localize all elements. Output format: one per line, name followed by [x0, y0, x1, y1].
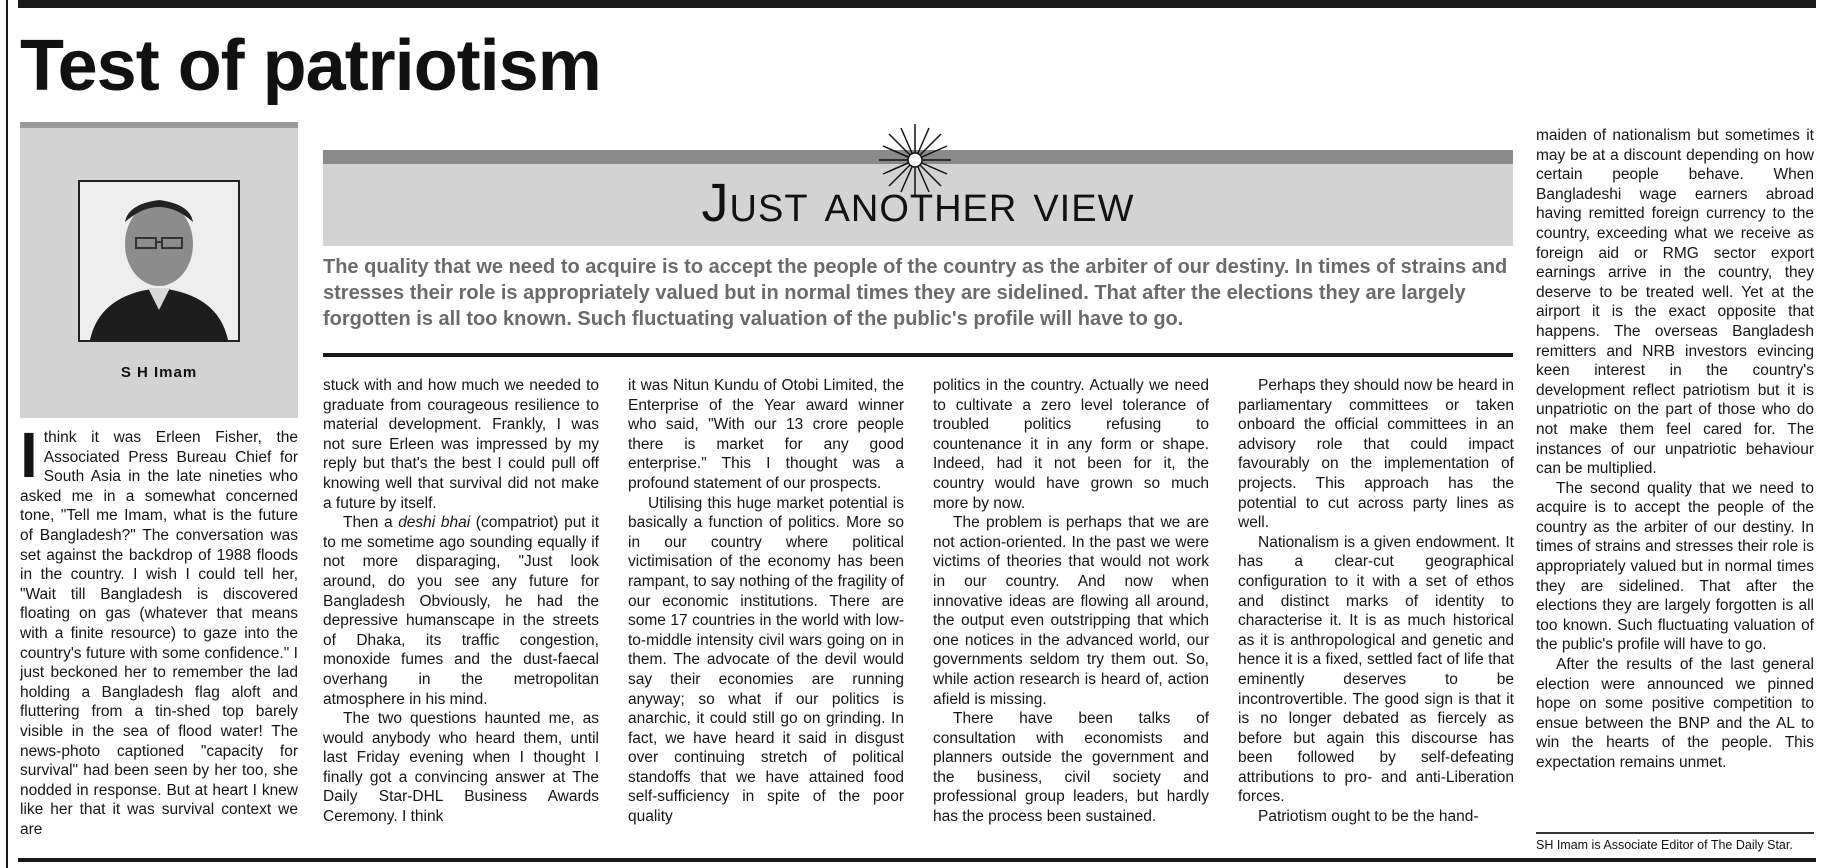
headline: Test of patriotism — [20, 26, 601, 106]
column-4 — [933, 376, 1209, 858]
section-banner-title: Just another view — [701, 173, 1135, 233]
author-name: S H Imam — [120, 364, 198, 381]
paragraph: The two questions haunted me, as would anybody who heard them, until last Friday evening when I thought I finally got a convincing answer at The Daily Star-DHL Business Awards Ceremony. I think — [323, 710, 599, 826]
paragraph: Then a deshi bhai (compatriot) put it to me sometime ago sounding equally if not more disparaging, "Just look around, do you see any future for Bangladesh Obviously, he had the depressive humanscape in the streets of Dhaka, its traffic congestion, monoxide fumes and the dust-faecal overhang in the metropolitan atmosphere in his mind. — [323, 514, 599, 708]
paragraph: The second quality that we need to acquire is to accept the people of the country as the arbiter of our destiny. In times of strains and stresses their role is appropriately valued but in normal times they are sidelined. That after the elections they are largely forgotten is all too known. Such fluctuating valuation of the public's profile will have to go. — [1536, 479, 1814, 654]
paragraph: Perhaps they should now be heard in parliamentary committees or taken onboard the official committees in an advisory role that could impact favourably on the implementation of projects. This approach has the potential to cut across party lines as well. — [1238, 377, 1514, 532]
column-1 — [20, 428, 298, 858]
column-5 — [1238, 376, 1514, 858]
author-box — [20, 122, 298, 418]
paragraph: There have been talks of consultation with economists and planners outside the government and the business, civil society and professional group leaders, but hardly has the process been sustained. — [933, 710, 1209, 826]
paragraph: After the results of the last general election were announced we pinned hope on some positive competition to ensue between the BNP and the AL to win the hearts of the people. This expectation remains unmet. — [1536, 656, 1814, 771]
paragraph: The problem is perhaps that we are not action-oriented. In the past we were victims of theories that would not work in our country. And now when innovative ideas are flowing all around, the output even outstripping that which one notices in the advanced world, our governments seldom try them out. So, while action research is heard of, action afield is missing. — [933, 514, 1209, 708]
deck-summary: The quality that we need to acquire is to accept the people of the country as the arbiter of our destiny. In times of strains and stresses their role is appropriately valued but in normal times they are sidelined. That after the elections they are largely forgotten is all too known. Such fluctuating valuation of the public's profile will have to go. — [323, 256, 1508, 330]
paragraph: politics in the country. Actually we need to cultivate a zero level tolerance of troubled politics refusing to countenance it in any form or shape. Indeed, had it not been for it, the country would have grown so much more by now. — [933, 377, 1209, 512]
deck-rule — [323, 353, 1513, 357]
paragraph: Utilising this huge market potential is basically a function of politics. More so in our country where political victimisation of the economy has been rampant, to say nothing of the fragility of our economic institutions. There are some 17 countries in the world with low-to-middle intensity civil wars going on in them. The advocate of the devil would say their economies are running anyway; so what if our politics is anarchic, it could still go on grinding. In fact, we have heard it said in disgust over continuing stretch of political standoffs that we have attained food self-sufficiency in spite of the poor quality — [628, 494, 904, 826]
paragraph: it was Nitun Kundu of Otobi Limited, the Enterprise of the Year award winner who said, "With our 13 crore people there is market for any good enterprise." This I thought was a profound statement of our prospects. — [628, 377, 904, 492]
column-2 — [323, 376, 599, 858]
drop-cap: I — [20, 428, 38, 491]
paragraph: maiden of nationalism but sometimes it may be at a discount depending on how certain people behave. When Bangladeshi wage earners abroad having remitted foreign currency to the country, exceeding what we receive as foreign aid or RMG sector export earnings arrive in the country, they deserve to be treated well. Yet at the airport it is the exact opposite that happens. The overseas Bangladesh remitters and NRB investors evincing keen interest in the country's development reflect patriotism but it is unpatriotic on the part of those who do not make them feel cared for. The instances of our unpatriotic behaviour can be multiplied. — [1536, 127, 1814, 478]
author-footnote: SH Imam is Associate Editor of The Daily Star. — [1536, 832, 1814, 852]
paragraph: Nationalism is a given endowment. It has a clear-cut geographical configuration to it with a set of ethos and distinct marks of identity to characterise it. It is as much historical as it is anthropological and genetic and hence it is a fixed, settled fact of life that eminently deserves to be incontrovertible. The good sign is that it is no longer debated as fiercely as before but again this discourse has been followed by self-defeating attributions to pro- and anti-Liberation forces. — [1238, 533, 1514, 806]
left-rule — [6, 0, 8, 868]
bottom-rule — [18, 858, 1816, 862]
paragraph: stuck with and how much we needed to graduate from courageous resilience to material development. Frankly, I was not sure Erleen was impressed by my reply but that's the best I could pull off knowing well that survival did not make a future by itself. — [323, 377, 599, 512]
paragraph: think it was Erleen Fisher, the Associated Press Bureau Chief for South Asia in the late nineties who asked me in a somewhat concerned tone, "Tell me Imam, what is the future of Bangladesh?" The conversation was set against the backdrop of 1988 floods in the country. I wish I could tell her, "Wait till Bangladesh is discovered floating on gas (whatever that means with a finite resource) to gaze into the country's future with some confidence." I just beckoned her to remember the lad holding a Bangladesh flag aloft and fluttering from a tin-shed top barely visible in the sea of flood water! The news-photo captioned "capacity for survival" had been seen by her too, she nodded in response. But at heart I knew like her that it was survival context we are — [20, 429, 298, 838]
author-portrait-icon — [78, 180, 240, 342]
top-rule — [18, 0, 1816, 8]
paragraph: Patriotism ought to be the hand- — [1258, 808, 1479, 826]
column-3 — [628, 376, 904, 858]
column-6 — [1536, 126, 1814, 826]
starburst-icon — [875, 120, 955, 200]
